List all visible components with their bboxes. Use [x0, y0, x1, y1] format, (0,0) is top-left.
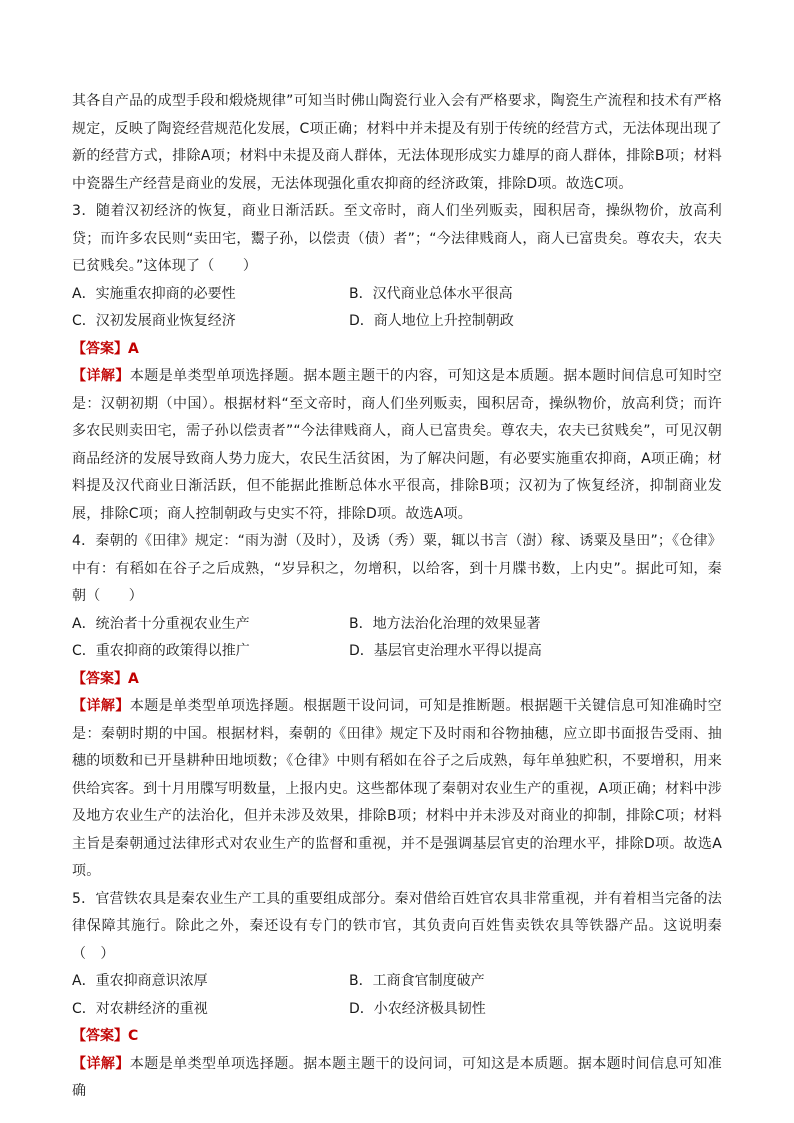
- detail-text: 本题是单类型单项选择题。据本题主题干的内容，可知这是本质题。据本题时间信息可知时空是：汉朝初期（中国）。根据材料“至文帝时，商人们坐列贩卖，囤积居奇，操纵物价，放高利贷；而许多农民则卖田宅，需子孙以偿责者”“今法律贱商人，商人已富贵矣。尊农夫，农夫已贫贱矣”，可见汉朝商品经济的发展导致商人势力庞大，农民生活贫困，为了解决问题，有必要实施重农抑商，A项正确；材料提及汉代商业日渐活跃，但不能据此推断总体水平很高，排除B项；汉初为了恢复经济，抑制商业发展，排除C项；商人控制朝政与史实不符，排除D项。故选A项。: [72, 368, 722, 522]
- question-3-detail: [72, 363, 722, 528]
- option-b: B．地方法治化治理的效果显著: [349, 615, 541, 632]
- answer-value: A: [128, 340, 139, 357]
- answer-tag: 【答案】: [72, 670, 128, 687]
- document-page: [72, 88, 722, 1106]
- question-4-answer: [72, 666, 722, 694]
- detail-text: 本题是单类型单项选择题。根据题干设问词，可知是推断题。根据题干关键信息可知准确时空是：秦朝时期的中国。根据材料，秦朝的《田律》规定下及时雨和谷物抽穗，应立即书面报告受雨、抽穗的顷数和已开垦耕种田地顷数；《仓律》中则有稻如在谷子之后成熟，每年单独贮积，不要增积，用来供给宾客。到十月用牒写明数量，上报内史。这些都体现了秦朝对农业生产的重视，A项正确；材料中涉及地方农业生产的法治化，但并未涉及效果，排除B项；材料中并未涉及对商业的抑制，排除C项；材料主旨是秦朝通过法律形式对农业生产的监督和重视，并不是强调基层官吏的治理水平，排除D项。故选A项。: [72, 698, 722, 879]
- option-c: C．重农抑商的政策得以推广: [72, 643, 250, 659]
- detail-tag: 【详解】: [72, 368, 130, 384]
- intro-paragraph: 其各自产品的成型手段和煅烧规律”可知当时佛山陶瓷行业入会有严格要求，陶瓷生产流程和技术有严格规定，反映了陶瓷经营规范化发展，C项正确；材料中并未提及有别于传统的经营方式，无法体现出现了新的经营方式，排除A项；材料中未提及商人群体，无法体现形成实力雄厚的商人群体，排除B项；材料中瓷器生产经营是商业的发展，无法体现强化重农抑商的经济政策，排除D项。故选C项。: [72, 93, 722, 192]
- question-3-options-row-2: [72, 308, 722, 336]
- option-a: A．重农抑商意识浓厚: [72, 973, 208, 989]
- option-b: B．工商食官制度破产: [349, 973, 485, 989]
- detail-tag: 【详解】: [72, 1055, 130, 1072]
- question-5-options-row-1: [72, 968, 722, 996]
- question-5-answer: [72, 1023, 722, 1051]
- option-c: C．汉初发展商业恢复经济: [72, 313, 236, 329]
- question-5-detail: [72, 1051, 722, 1106]
- option-a: A．实施重农抑商的必要性: [72, 285, 236, 302]
- question-3-answer: [72, 336, 722, 364]
- answer-tag: 【答案】: [72, 340, 128, 357]
- question-5-stem: 5．官营铁农具是秦农业生产工具的重要组成部分。秦对借给百姓官农具非常重视，并有着相当完备的法律保障其施行。除此之外，秦还设有专门的铁市官，其负责向百姓售卖铁农具等铁器产品。这说明秦（ ）: [72, 890, 722, 962]
- option-a: A．统治者十分重视农业生产: [72, 615, 250, 632]
- option-d: D．基层官吏治理水平得以提高: [349, 643, 542, 659]
- answer-value: A: [128, 670, 139, 687]
- detail-text: 本题是单类型单项选择题。据本题主题干的设问词，可知这是本质题。据本题时间信息可知准确: [72, 1055, 722, 1099]
- option-d: D．商人地位上升控制朝政: [349, 313, 514, 329]
- question-3-stem: 3．随着汉初经济的恢复，商业日渐活跃。至文帝时，商人们坐列贩卖，囤积居奇，操纵物价，放高利贷；而许多农民则“卖田宅，鬻子孙，以偿责（债）者”；“今法律贱商人，商人已富贵矣。尊农夫，农夫已贫贱矣。”这体现了（ ）: [72, 203, 722, 274]
- question-5-options-row-2: [72, 996, 722, 1024]
- detail-tag: 【详解】: [72, 698, 130, 714]
- question-3-options-row-1: [72, 281, 722, 309]
- question-4-options-row-2: [72, 638, 722, 666]
- question-4-options-row-1: [72, 611, 722, 639]
- option-b: B．汉代商业总体水平很高: [349, 285, 513, 302]
- question-4-stem: 4．秦朝的《田律》规定：“雨为澍（及时），及诱（秀）粟，辄以书言（澍）稼、诱粟及垦田”；《仓律》中有：有稻如在谷子之后成熟，“岁异积之，勿增积，以给客，到十月牒书数，上内史”。据此可知，秦朝（ ）: [72, 533, 722, 604]
- option-c: C．对农耕经济的重视: [72, 1000, 208, 1017]
- answer-tag: 【答案】: [72, 1028, 128, 1044]
- question-4-detail: [72, 693, 722, 886]
- option-d: D．小农经济极具韧性: [349, 1000, 486, 1017]
- answer-value: C: [128, 1028, 139, 1044]
